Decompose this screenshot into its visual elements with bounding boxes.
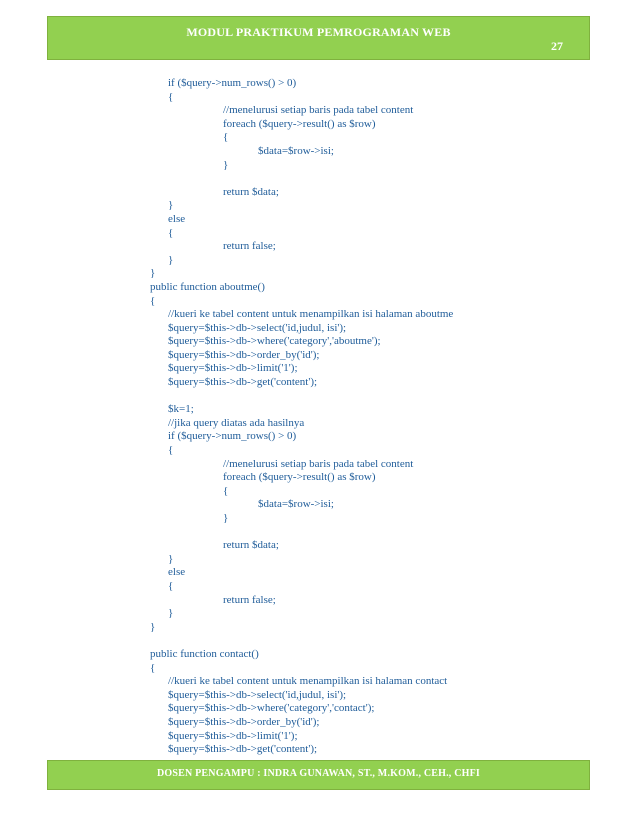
code-line: } [168,199,174,212]
code-line: return $data; [223,185,279,198]
code-line [150,390,590,404]
code-line: } [168,253,174,266]
code-line: { [150,294,156,307]
code-line: else [168,212,186,225]
code-line: public function contact() [150,647,259,660]
header-title: MODUL PRAKTIKUM PEMROGRAMAN WEB [186,25,451,39]
code-line: $query=$this->db->where('category','contact'); [168,702,375,715]
code-line: } [150,620,156,633]
code-line: //kueri ke tabel content untuk menampilkan isi halaman aboutme [168,308,454,321]
code-line: foreach ($query->result() as $row) [223,117,376,130]
code-line: } [168,607,174,620]
code-line: //jika query diatas ada hasilnya [168,416,305,429]
code-line: //kueri ke tabel content untuk menampilkan isi halaman contact [168,675,448,688]
code-line: $query=$this->db->order_by('id'); [168,348,320,361]
page-header [47,16,590,60]
code-line: $query=$this->db->get('content'); [168,376,318,389]
code-line: if ($query->num_rows() > 0) [168,77,297,89]
code-line: $query=$this->db->select('id,judul, isi'); [168,321,347,334]
code-line: $query=$this->db->order_by('id'); [168,715,320,728]
code-line: $query=$this->db->get('content'); [168,743,318,756]
code-line: //menelurusi setiap baris pada tabel content [223,104,414,117]
code-line: $query=$this->db->select('id,judul, isi'); [168,688,347,701]
code-line: } [150,267,156,280]
code-line: { [168,444,174,457]
code-line: return false; [223,593,276,606]
code-line: } [223,512,229,524]
code-line: $data=$row->isi; [258,498,334,511]
code-line: } [223,158,229,171]
code-line: { [150,661,156,674]
code-line: { [223,131,229,144]
code-line: //menelurusi setiap baris pada tabel content [223,457,414,470]
code-line: $data=$row->isi; [258,144,334,157]
code-line: $query=$this->db->limit('1'); [168,362,298,375]
code-line: return false; [223,240,276,253]
code-line: { [168,226,174,239]
code-line: public function aboutme() [150,280,265,293]
code-line: foreach ($query->result() as $row) [223,471,376,484]
code-line: if ($query->num_rows() > 0) [168,430,297,443]
code-line [150,172,590,186]
code-line: return $data; [223,539,279,552]
footer-text: DOSEN PENGAMPU : INDRA GUNAWAN, ST., M.KOM., CEH., CHFI [156,768,481,779]
code-line: $query=$this->db->where('category','aboutme'); [168,335,381,348]
page-footer [47,760,590,790]
code-line: } [168,552,174,565]
code-line: { [168,579,174,592]
code-line: { [168,90,174,103]
code-line: $query=$this->db->limit('1'); [168,729,298,742]
code-line: else [168,566,186,579]
page-number: 27 [551,39,563,53]
code-block [150,77,590,757]
code-line [150,526,590,540]
code-line: $k=1; [168,403,194,416]
code-line: { [223,484,229,497]
code-line [150,634,590,648]
